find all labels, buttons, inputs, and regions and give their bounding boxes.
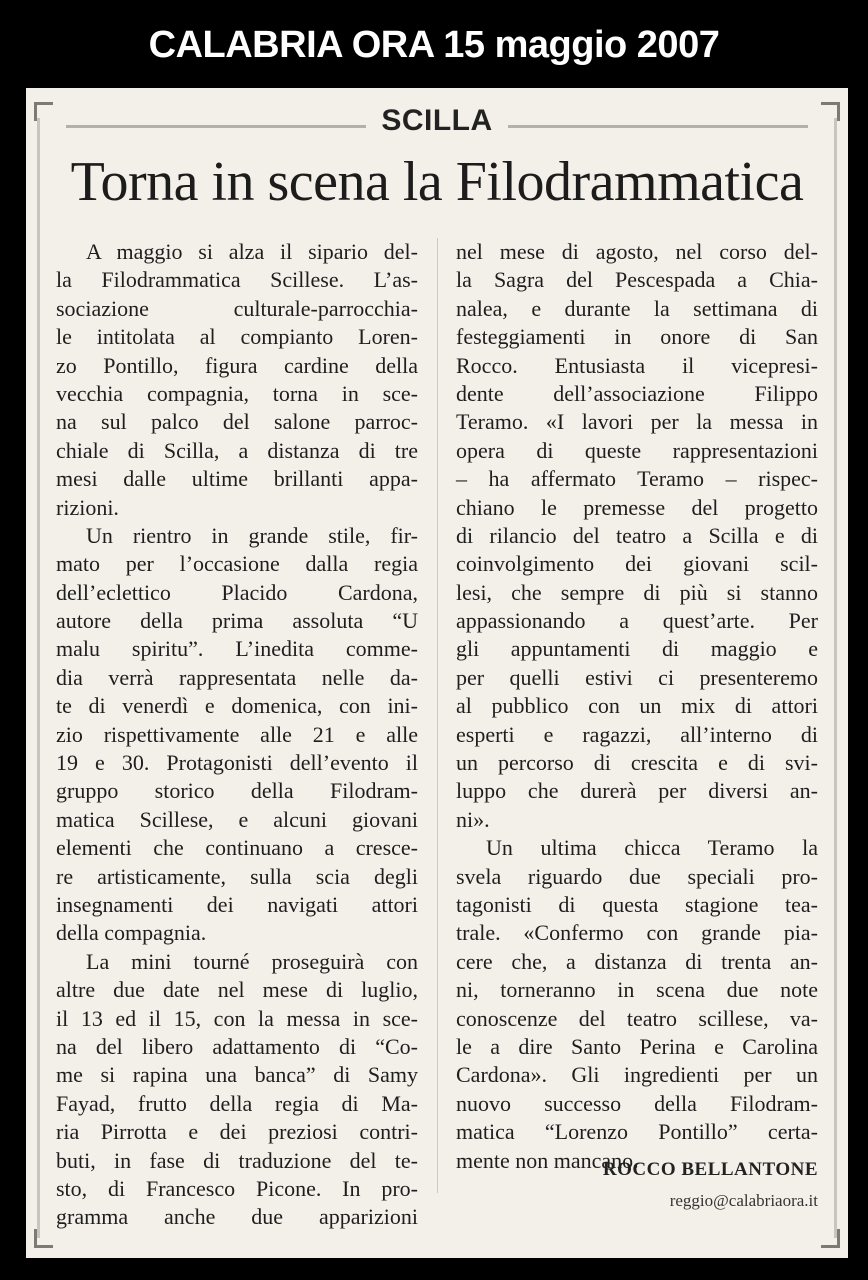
text-line: gli appuntamenti di maggio e	[456, 636, 818, 662]
text-line: dente dell’associazione Filippo	[456, 380, 818, 406]
text-line: gramma anche due apparizioni	[56, 1204, 418, 1230]
text-line: matica “Lorenzo Pontillo” certa-	[456, 1119, 818, 1145]
text-line: zo Pontillo, figura cardine della	[56, 352, 418, 378]
text-line: – ha affermato Teramo – rispec-	[456, 466, 818, 492]
text-line: per quelli estivi ci presenteremo	[456, 664, 818, 690]
author-email: reggio@calabriaora.it	[669, 1191, 818, 1210]
text-line: Teramo. «I lavori per la messa in	[456, 409, 818, 435]
text-line: dell’eclettico Placido Cardona,	[56, 579, 418, 605]
side-rule	[834, 118, 837, 1238]
text-line: appassionando a quest’arte. Per	[456, 608, 818, 634]
text-line: matica Scillese, e alcuni giovani	[56, 806, 418, 832]
text-line: La mini tourné proseguirà con	[86, 948, 418, 974]
text-line: lesi, che sempre di più si stanno	[456, 579, 818, 605]
text-line: le a dire Santo Perina e Carolina	[456, 1033, 818, 1059]
text-line: trale. «Confermo con grande pia-	[456, 920, 818, 946]
text-line: sto, di Francesco Picone. In pro-	[56, 1175, 418, 1201]
text-line: ni».	[456, 806, 490, 832]
text-line: ria Pirrotta e dei preziosi contri-	[56, 1119, 418, 1145]
text-line: il 13 ed il 15, con la messa in sce-	[56, 1005, 418, 1031]
text-line: nuovo successo della Filodram-	[456, 1090, 818, 1116]
text-line: na del libero adattamento di “Co-	[56, 1033, 418, 1059]
text-line: Cardona». Gli ingredienti per un	[456, 1062, 818, 1088]
text-line: nalea, e durante la settimana di	[456, 295, 818, 321]
article-headline: Torna in scena la Filodrammatica	[70, 151, 804, 213]
text-line: altre due date nel mese di luglio,	[56, 977, 418, 1003]
text-line: na sul palco del salone parroc-	[56, 409, 418, 435]
text-line: Un ultima chicca Teramo la	[486, 835, 818, 861]
text-line: dia verrà rappresentata nelle da-	[56, 664, 418, 690]
text-line: Fayad, frutto della regia di Ma-	[56, 1090, 418, 1116]
text-line: te di venerdì e domenica, con ini-	[56, 693, 418, 719]
text-line: insegnamenti dei navigati attori	[56, 891, 418, 917]
text-line: ni, torneranno in scena due note	[456, 977, 818, 1003]
header-title: CALABRIA ORA 15 maggio 2007	[148, 23, 720, 66]
text-line: di rilancio del teatro a Scilla e di	[456, 522, 818, 548]
text-line: elementi che continuano a cresce-	[56, 835, 418, 861]
text-line: 19 e 30. Protagonisti dell’evento il	[56, 750, 418, 776]
article-column-left	[56, 238, 418, 1232]
text-line: opera di queste rappresentazioni	[456, 437, 818, 463]
text-line: la Filodrammatica Scillese. L’as-	[56, 267, 418, 293]
text-line: festeggiamenti in onore di San	[456, 324, 818, 350]
text-line: rizioni.	[56, 494, 119, 520]
text-line: al pubblico con un mix di attori	[456, 693, 818, 719]
text-line: esperti e ragazzi, all’interno di	[456, 721, 818, 747]
text-line: vecchia compagnia, torna in sce-	[56, 380, 418, 406]
newspaper-clipping	[26, 88, 848, 1258]
text-line: Un rientro in grande stile, fir-	[86, 522, 418, 548]
text-line: autore della prima assoluta “U	[56, 608, 418, 634]
text-line: buti, in fase di traduzione del te-	[56, 1147, 418, 1173]
text-line: me si rapina una banca” di Samy	[56, 1062, 418, 1088]
text-line: malu spiritu”. L’inedita comme-	[56, 636, 418, 662]
text-line: conoscenze del teatro scillese, va-	[456, 1005, 818, 1031]
text-line: svela riguardo due speciali pro-	[456, 863, 818, 889]
text-line: della compagnia.	[56, 920, 207, 946]
side-rule	[37, 118, 40, 1238]
text-line: nel mese di agosto, nel corso del-	[456, 239, 818, 264]
page-header	[0, 0, 868, 90]
text-line: re artisticamente, sulla scia degli	[56, 863, 418, 889]
text-line: luppo che durerà per diversi an-	[456, 778, 818, 804]
column-divider	[437, 238, 438, 1193]
text-line: gruppo storico della Filodram-	[56, 778, 418, 804]
text-line: mato per l’occasione dalla regia	[56, 551, 418, 577]
section-label: SCILLA	[381, 104, 493, 137]
text-line: cere che, a distanza di trenta an-	[456, 948, 818, 974]
text-line: zio rispettivamente alle 21 e alle	[56, 721, 418, 747]
corner-mark	[821, 1229, 840, 1248]
text-line: tagonisti di questa stagione tea-	[456, 891, 818, 917]
text-line: sociazione culturale-parrocchia-	[56, 295, 418, 321]
text-line: un percorso di crescita e di svi-	[456, 750, 818, 776]
text-line: la Sagra del Pescespada a Chia-	[456, 267, 818, 293]
text-line: le intitolata al compianto Loren-	[56, 324, 418, 350]
text-line: chiano le premesse del progetto	[456, 494, 818, 520]
text-line: coinvolgimento dei giovani scil-	[456, 551, 818, 577]
text-line: Rocco. Entusiasta il vicepresi-	[456, 352, 818, 378]
author-byline: ROCCO BELLANTONE	[602, 1159, 818, 1180]
text-line: A maggio si alza il sipario del-	[86, 239, 418, 264]
text-line: chiale di Scilla, a distanza di tre	[56, 437, 418, 463]
text-line: mente non mancano.	[456, 1147, 639, 1173]
article-column-right	[456, 238, 818, 1175]
text-line: mesi dalle ultime brillanti appa-	[56, 466, 418, 492]
